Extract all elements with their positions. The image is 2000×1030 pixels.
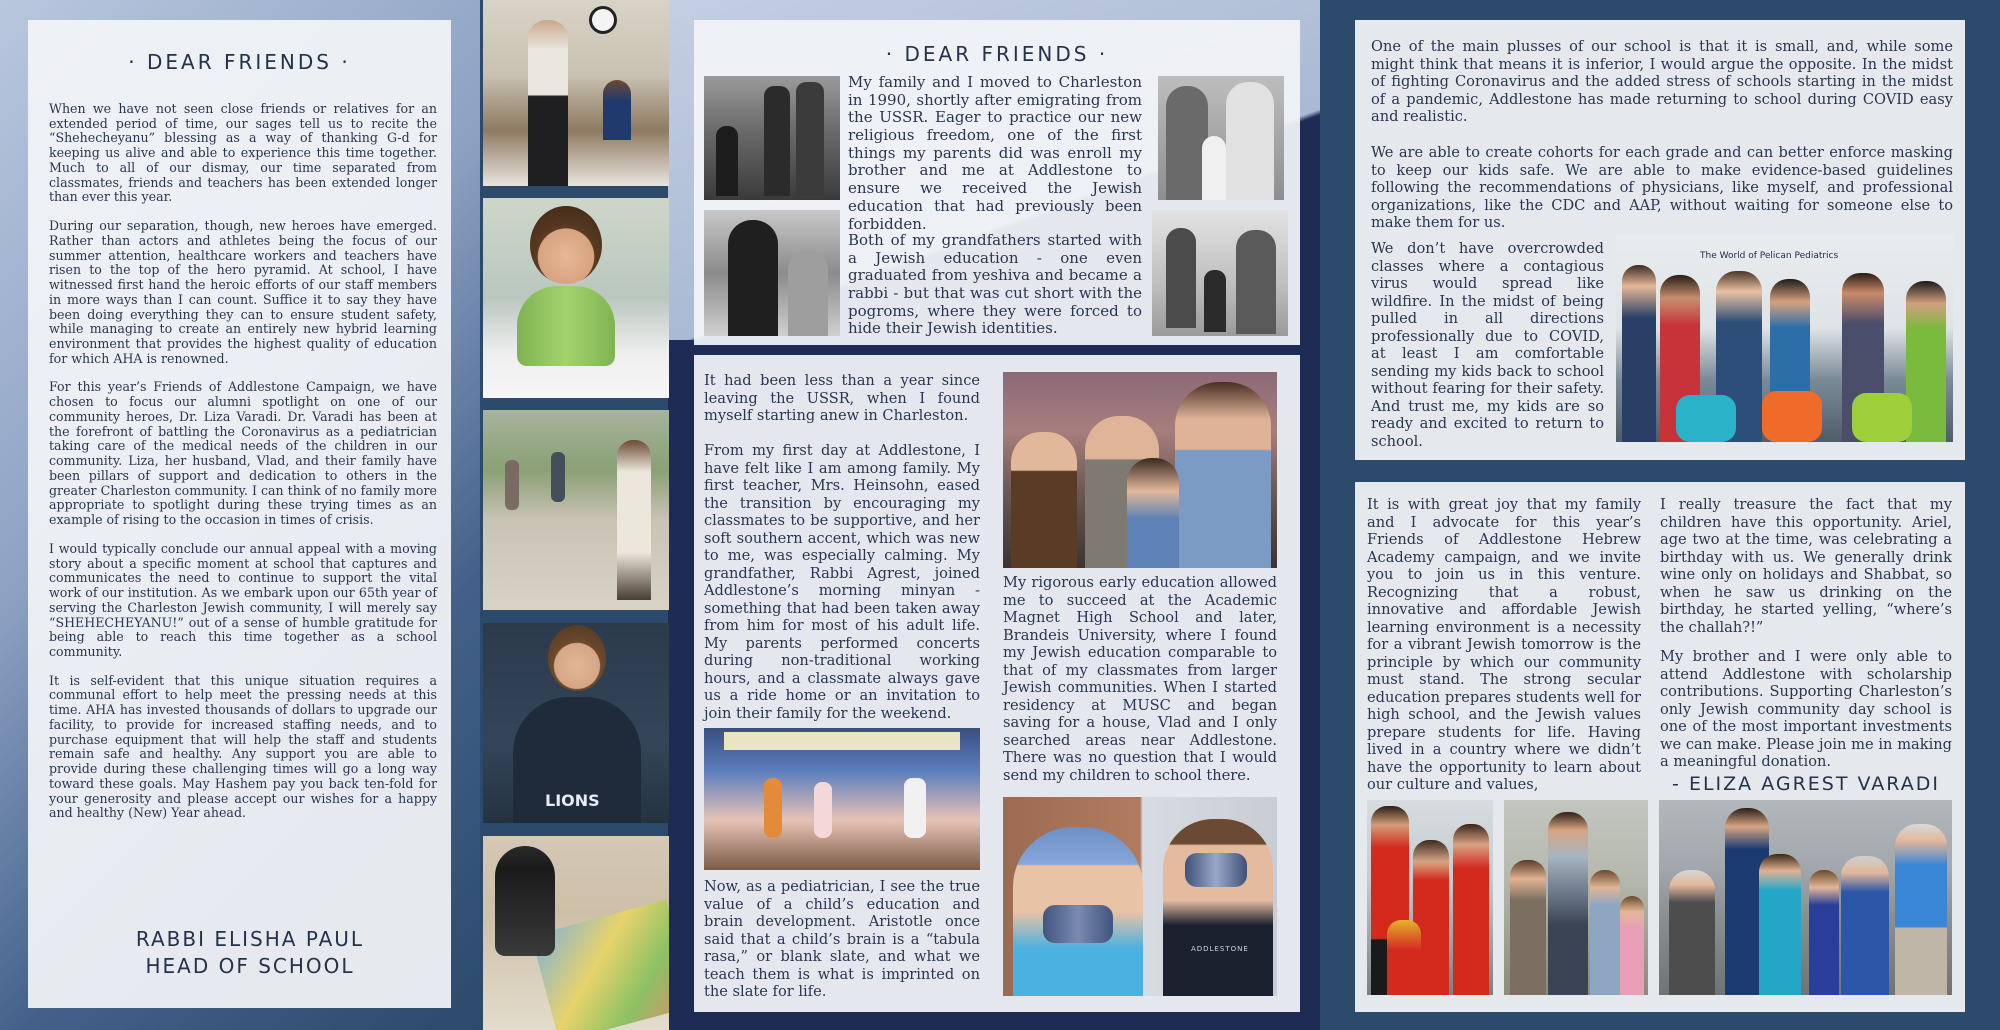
photo-map-floor [483,836,669,1030]
figure [1202,136,1226,200]
photo-winter-children [704,210,840,336]
child-figure [551,452,565,502]
chair-shape [1762,391,1822,442]
figure [1809,870,1839,995]
staff-figure [1622,265,1656,442]
child-figure [505,460,519,510]
clock-shape [589,6,617,34]
child-figure [495,846,555,956]
figure [1236,230,1276,334]
boy-shirt [517,286,615,366]
panel5-left-text: It is with great joy that my family and I advocate for this year’s Friends of Addlestone Hebrew Academy campaign, and we invite you to join us in this venture. Recognizing that a robust, innovative and affordable Jewish learning environment is a necessity for a vibrant Jewish tomorrow is the principle by which our community must stand. The strong secular education prepares students well for high school, and the Jewish values prepare students for life. Having lived in a country where we didn’t have the opportunity to learn about our culture and values, [1367,496,1641,793]
performer-figure [764,778,782,838]
performer-figure [904,778,926,838]
photo-grandparents [1158,76,1284,200]
figure [1204,270,1226,332]
panel2-paragraph-2: Both of my grandfathers started with a Jewish education - one even graduated from yeshiva and became a rabbi - but that was cut short with the pogroms, where they were forced to hide their Jewish identities. [848,231,1142,338]
panel2-heading: · DEAR FRIENDS · [885,42,1109,66]
hoodie-text: LIONS [545,791,600,810]
figure [1548,812,1588,995]
mask-shape [1185,853,1247,887]
banner-shape [724,732,960,750]
panel5-right-paragraph-1: I really treasure the fact that my children have this opportunity. Ariel, age two at the time, was celebrating a birthday with us. We generally drink wine only on holidays and Shabbat, so when he saw us drinking on the birthday, he started yelling, “where’s the challah?!” [1660,496,1952,636]
panel3-left-paragraph-2: From my first day at Addlestone, I have felt like I am among family. My first teacher, Mrs. Heinsohn, eased the transition by encouraging my classmates to be supportive, and her soft southern accent, which was new to me, was especially calming. My grandfather, Rabbi Agrest, joined Addlestone’s morning minyan - something that had been taken away from him for most of his adult life. My parents performed concerts during non-traditional working hours, and a classmate always gave us a ride home or an invitation to join their family for the weekend. [704,442,980,722]
performer-figure [814,782,832,838]
photo-outdoor-courtyard [483,410,669,610]
panel4-paragraph-3: We don’t have overcrowded classes where a contagious virus would spread like wildfire. In the midst of being pulled in all directions professionally due to COVID, at least I am comfortable sending my kids back to school without fearing for their safety. And trust me, my kids are so ready and excited to return to school. [1371,240,1604,450]
figure [1590,870,1620,995]
photo-family-portrait [1003,372,1277,568]
figure [1011,432,1077,568]
panel4-paragraph-2: We are able to create cohorts for each grade and can better enforce masking to keep our kids safe. We are able to make evidence-based guidelines following the recommendations of physicians, like myself, and professional organizations, like the CDC and AAP, without waiting for someone else to make them for us. [1371,144,1953,231]
figure [1127,458,1179,568]
figure [796,82,824,196]
figure [1841,856,1889,995]
panel1-body [49,102,437,835]
panel3-left-paragraph-3: Now, as a pediatrician, I see the true value of a child’s education and brain development. Aristotle once said that a child’s brain is a “tabula rasa,” or blank slate, and what we teach them is what is imprinted on the slate for life. [704,878,980,1000]
figure [716,126,738,196]
student-figure [603,80,631,140]
panel1-heading: · DEAR FRIENDS · [128,50,351,74]
figure [1669,870,1715,995]
teacher-figure [528,20,568,186]
shirt-text: ADDLESTONE [1191,945,1249,953]
photo-family-ussr [704,76,840,200]
figure [1759,854,1801,995]
wall-sign: The World of Pelican Pediatrics [1700,251,1839,261]
girl-figure [1163,819,1273,996]
student-head [548,625,606,691]
photo-teacher-classroom [483,0,669,186]
photo-incredibles-costumes [1367,800,1493,995]
panel3-left-paragraph-1: It had been less than a year since leaving the USSR, when I found myself starting anew in Charleston. [704,372,980,424]
figure [788,250,828,336]
varadi-signature: - ELIZA AGREST VARADI [1672,773,1940,795]
figure [728,220,778,336]
photo-masked-selfie [1003,797,1277,996]
photo-pediatrics-office [1616,235,1953,442]
staff-figure [1906,281,1946,442]
figure [764,86,790,196]
panel4-paragraph-1: One of the main plusses of our school is that it is small, and, while some might think that means it is inferior, I would argue the opposite. In the midst of fighting Coronavirus and the added stress of schools starting in the midst of a pandemic, Addlestone has made returning to school during COVID easy and realistic. [1371,38,1953,125]
panel1-paragraph: It is self-evident that this unique situation requires a communal effort to help meet the pressing needs at this time. AHA has invested thousands of dollars to upgrade our facility, to provide for increased staffing needs, and to purchase equipment that will help the staff and students remain safe and healthy. Any support you are able to provide during these challenging times will go a long way toward these goals. May Hashem pay you back ten-fold for your generosity and please accept our wishes for a happy and healthy (New) Year ahead. [49,672,437,821]
adult-figure [617,440,651,600]
panel2-paragraph-1: My family and I moved to Charleston in 1990, shortly after emigrating from the USSR. Eager to practice our new religious freedom, one of the first things my parents did was enroll my brother and me at Addlestone to ensure we received the Jewish education that had previously been forbidden. [848,73,1142,233]
figure [1175,382,1271,568]
signature-title: HEAD OF SCHOOL [145,954,355,978]
mask-shape [1043,905,1113,943]
panel1-paragraph: When we have not seen close friends or relatives for an extended period of time, our sages tell us to recite the “Shehecheyanu” blessing as a way of thanking G-d for keeping us alive and able to experience this time together. Much to all of our dismay, our time separated from classmates, friends and teachers has been extended longer than ever this year. [49,101,437,205]
photo-school-stage-play [704,728,980,870]
photo-park-family [1152,210,1288,336]
photo-boy-beads [483,198,669,398]
boy-head [530,206,602,284]
figure [1166,228,1196,328]
chair-shape [1852,393,1912,442]
panel1-paragraph: For this year’s Friends of Addlestone Campaign, we have chosen to focus our alumni spotlight on one of our community heroes, Dr. Liza Varadi. Dr. Varadi has been at the forefront of battling the Coronavirus as a pediatrician taking care of the medical needs of the children in our community. Liza, her husband, Vlad, and their family have been pillars of support and dedication to others in the greater Charleston community. I can think of no family more appropriate to spotlight during these trying times as an example of rising to the occasion in times of crisis. [49,379,437,528]
signature-name: RABBI ELISHA PAUL [135,927,365,951]
photo-family-masked-group [1659,800,1952,995]
figure [1226,82,1274,200]
photo-family-outdoors [1504,800,1648,995]
panel1-paragraph: During our separation, though, new heroes have emerged. Rather than actors and athletes being the focus of our summer attention, healthcare workers and teachers have risen to the top of the hero pyramid. At school, I have witnessed first hand the heroic efforts of our staff members in more ways than I can count. Suffice it to say they have been doing everything they can to ensure student safety, while managing to create an entirely new hybrid learning environment that provides the highest quality of education for which AHA is renowned. [49,218,437,366]
costume-figure [1387,920,1421,995]
rabbi-signature [70,926,430,980]
figure [1895,824,1947,995]
chair-shape [1676,395,1736,442]
costume-figure [1453,824,1489,995]
panel1-paragraph: I would typically conclude our annual appeal with a moving story about a specific moment at school that captures and communicates the need to continue to support the vital work of our institution. As we embark upon our 65th year of serving the Charleston Jewish community, I will merely say “SHEHECHEYANU!” out of a sense of humble gratitude for being able to reach this time together as a school community. [49,540,437,659]
figure [1510,860,1546,995]
panel3-right-paragraph-1: My rigorous early education allowed me to succeed at the Academic Magnet High School and later, Brandeis University, where I found my Jewish education comparable to that of my classmates from larger Jewish communities. When I started residency at MUSC and began saving for a house, Vlad and I only searched areas near Addlestone. There was no question that I would send my children to school there. [1003,574,1277,784]
figure [1620,896,1644,995]
photo-student-lions-hoodie [483,623,669,823]
panel5-right-paragraph-2: My brother and I were only able to attend Addlestone with scholarship contributions. Supporting Charleston’s only Jewish community day school is one of the most important investments we can make. Please join me in making a meaningful donation. [1660,648,1952,770]
